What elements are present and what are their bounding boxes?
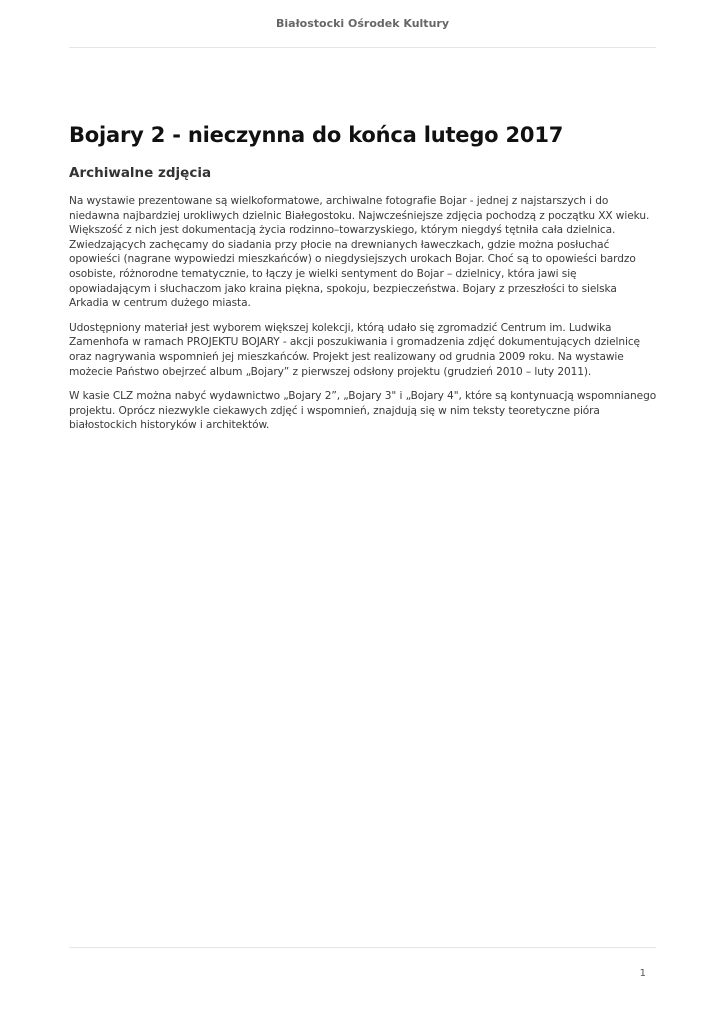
paragraph-3: W kasie CLZ można nabyć wydawnictwo „Bojary 2”, „Bojary 3" i „Bojary 4", które są kontynuacją wspomnianego projektu. Oprócz niezwykle ciekawych zdjęć i wspomnień, znajdują się w nim teksty teoretyczne pióra białostockich historyków i architektów. (69, 390, 657, 432)
article (69, 120, 659, 443)
section-subtitle: Archiwalne zdjęcia (69, 165, 212, 181)
header-divider (69, 47, 656, 48)
paragraph-2: Udostępniony materiał jest wyborem większej kolekcji, którą udało się zgromadzić Centrum im. Ludwika Zamenhofa w ramach PROJEKTU BOJARY - akcji poszukiwania i gromadzenia zdjęć dokumentujących dzielnicę oraz nagrywania wspomnień jej mieszkańców. Projekt jest realizowany od grudnia 2009 roku. Na wystawie możecie Państwo obejrzeć album „Bojary” z pierwszej odsłony projektu (grudzień 2010 – luty 2011). (69, 321, 640, 378)
page-title: Bojary 2 - nieczynna do końca lutego 2017 (69, 123, 564, 147)
footer-divider (69, 947, 656, 948)
page-header-org-name: Białostocki Ośrodek Kultury (276, 17, 449, 30)
page-number: 1 (639, 968, 646, 979)
paragraph-1: Na wystawie prezentowane są wielkoformatowe, archiwalne fotografie Bojar - jednej z najstarszych i do niedawna najbardziej urokliwych dzielnic Białegostoku. Najwcześniejsze zdjęcia pochodzą z początku XX wieku. Większość z nich jest dokumentacją życia rodzinno–towarzyskiego, którym niegdyś tętniła cała dzielnica. Zwiedzających zachęcamy do siadania przy płocie na drewnianych ławeczkach, gdzie można posłuchać opowieści (nagrane wypowiedzi mieszkańców) o niegdysiejszych urokach Bojar. Choć są to opowieści bardzo osobiste, różnorodne tematycznie, to łączy je wielki sentyment do Bojar – dzielnicy, która jawi się opowiadającym i słuchaczom jako kraina piękna, spokoju, bezpieczeństwa. Bojary z przeszłości to sielska Arkadia w centrum dużego miasta. (69, 195, 650, 310)
